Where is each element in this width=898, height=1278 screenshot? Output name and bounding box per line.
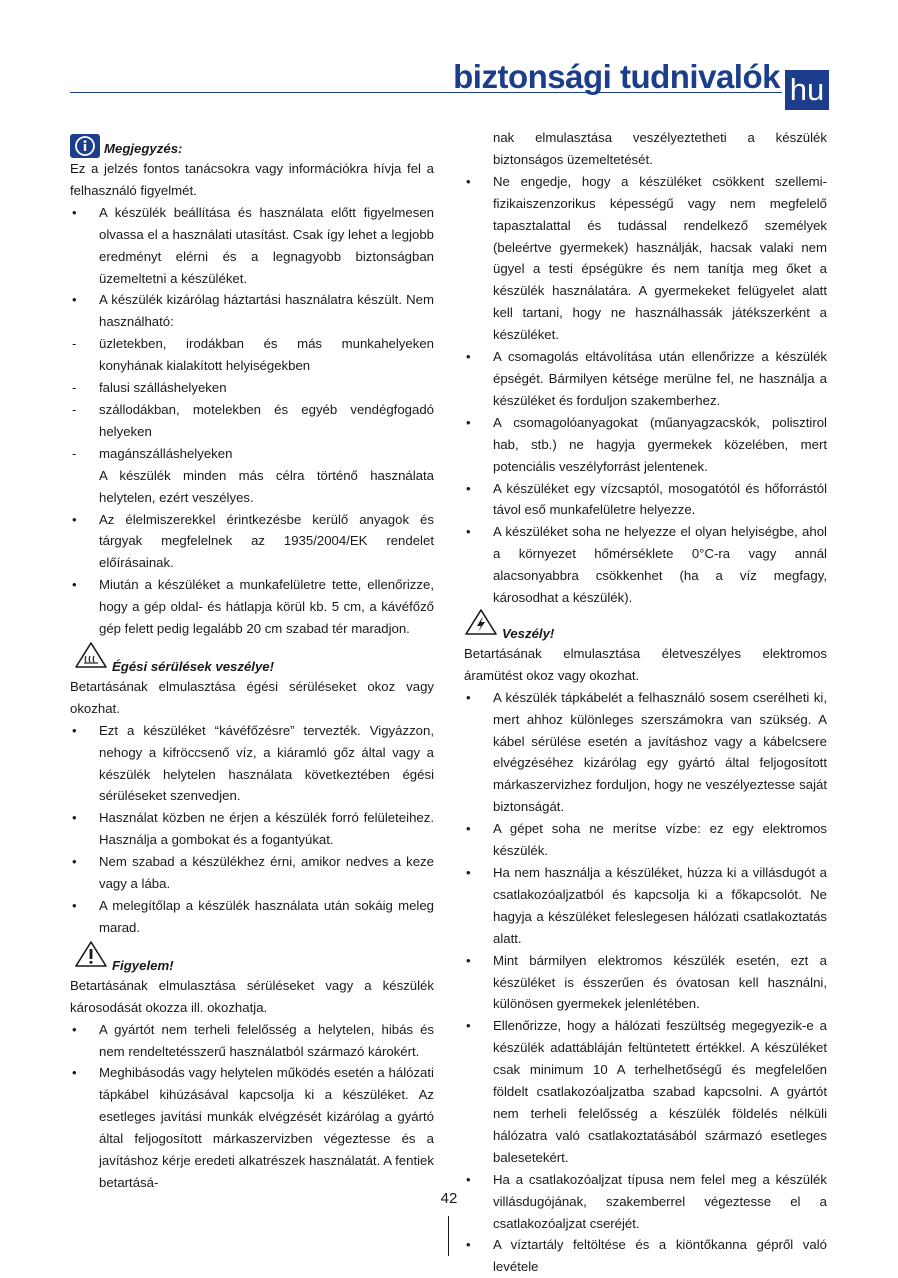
danger-heading	[464, 613, 827, 643]
danger-heading-label: Veszély!	[502, 625, 555, 641]
list-item: • Nem szabad a készülékhez érni, amikor nedves a keze vagy a lába.	[70, 851, 434, 895]
list-item: • Miután a készüléket a munkafelületre tette, ellenőrizze, hogy a gép oldal- és hátlapja körül kb. 5 cm, a kávéfőző gép felett pedig legalább 20 cm szabad tér maradjon.	[70, 574, 434, 640]
dash-item: - magánszálláshelyeken	[70, 443, 434, 465]
list-item: • Ha nem használja a készüléket, húzza ki a villásdugót a csatlakozóaljzatból és kapcsolja ki a főkapcsolót. Ne hagyja a készüléket feleslegesen hálózati csatlakoztatás alatt.	[464, 862, 827, 950]
caution-intro: Betartásának elmulasztása sérüléseket vagy a készülék károsodását okozza ill. okozhatja.	[70, 977, 434, 1015]
danger-intro: Betartásának elmulasztása életveszélyes elektromos áramütést okoz vagy okozhat.	[464, 645, 827, 683]
list-item: • A készülék kizárólag háztartási használatra készült. Nem használható:	[70, 289, 434, 333]
language-badge: hu	[785, 70, 829, 110]
note-heading	[70, 128, 434, 158]
list-item: • A csomagolás eltávolítása után ellenőrizze a készülék épségét. Bármilyen kétsége merülne fel, ne használja a készüléket és forduljon szakemberhez.	[464, 346, 827, 412]
electric-shock-icon	[464, 608, 498, 643]
list-item: • A gyártót nem terheli felelősség a helytelen, hibás és nem rendeltetésszerű használatból származó károkért.	[70, 1019, 434, 1063]
footer-rule	[448, 1216, 449, 1256]
dash-item: - üzletekben, irodákban és más munkahelyeken konyhának kialakított helyiségekben	[70, 333, 434, 377]
burn-heading	[74, 646, 434, 676]
list-item: • Az élelmiszerekkel érintkezésbe kerülő anyagok és tárgyak megfelelnek az 1935/2004/EK rendelet előírásainak.	[70, 509, 434, 575]
dash-item: - szállodákban, motelekben és egyéb vendégfogadó helyeken	[70, 399, 434, 443]
list-item: • A készüléket soha ne helyezze el olyan helyiségbe, ahol a környezet hőmérséklete 0°C-ra vagy annál alacsonyabbra csökkenhet (ha a víz megfagy, károsodhat a készülék).	[464, 521, 827, 609]
info-icon	[70, 134, 100, 158]
list-item: • Ne engedje, hogy a készüléket csökkent szellemi-fizikaiszenzorikus képességű vagy nem megfelelő tapasztalattal és tudással rendelkező személyek (beleértve gyermekek) használják, hacsak valaki nem ügyel a testi épségükre és nem tanítja meg őket a készülék használatára. A gyermekeket felügyelet alatt kell tartani, hogy ne használhassák játékszerként a készüléket.	[464, 171, 827, 346]
list-item: • A készülék tápkábelét a felhasználó sosem cserélheti ki, mert ahhoz különleges szerszámokra van szükség. A kábel sérülése esetén a javításhoz vagy a kábelcsere elvégzéséhez kizárólag egy gyártó által feljogosított márkaszervizhez forduljon, hogy ne veszélyeztesse saját biztonságát.	[464, 687, 827, 818]
dash-item: - falusi szálláshelyeken	[70, 377, 434, 399]
note-intro: Ez a jelzés fontos tanácsokra vagy információkra hívja fel a felhasználó figyelmét.	[70, 161, 434, 198]
right-column	[464, 127, 827, 1278]
note-heading-label: Megjegyzés:	[104, 141, 183, 156]
list-item: • A csomagolóanyagokat (műanyagzacskók, polisztirol hab, stb.) ne hagyja gyermekek közelében, mert potenciális veszélyforrást jelentenek.	[464, 412, 827, 478]
page-number: 42	[440, 1190, 458, 1207]
dash-item-continuation: A készülék minden más célra történő használata helytelen, ezért veszélyes.	[99, 467, 434, 505]
caution-heading-label: Figyelem!	[112, 957, 174, 973]
burn-heading-label: Égési sérülések veszélye!	[112, 658, 275, 674]
warning-icon	[74, 940, 108, 975]
left-column	[70, 128, 434, 1194]
list-item: • A melegítőlap a készülék használata után sokáig meleg marad.	[70, 895, 434, 939]
page-title: biztonsági tudnivalók	[453, 58, 780, 95]
list-item: • Ezt a készüléket “kávéfőzésre” tervezték. Vigyázzon, nehogy a kifröccsenő víz, a kiáramló gőz által vagy a készülék helytelen használata következtében égési sérüléseket szenvedjen.	[70, 720, 434, 808]
list-item: • Ellenőrizze, hogy a hálózati feszültség megegyezik-e a készülék adattábláján feltüntetett értékkel. A készüléket csak minimum 10 A terhelhetőségű és megfelelően földelt csatlakozóaljzatba szabad kapcsolni. A gyártót nem terheli felelősség a készülék földelés nélküli hálózatra való csatlakoztatásából származó esetleges balesetekért.	[464, 1015, 827, 1168]
hot-surface-icon	[74, 641, 108, 676]
list-item: • A gépet soha ne merítse vízbe: ez egy elektromos készülék.	[464, 818, 827, 862]
list-item: • Meghibásodás vagy helytelen működés esetén a hálózati tápkábel kihúzásával kapcsolja ki a készüléket. Az esetleges javítási munkák elvégzését kizárólag a gyártó által feljogosított márkaszervizben végeztesse és a javításhoz kérje eredeti alkatrészek használatát. A fentiek betartásá-	[70, 1062, 434, 1193]
list-item: • A készülék beállítása és használata előtt figyelmesen olvassa el a használati utasítást. Csak így lehet a legjobb eredményt elérni és a legnagyobb biztonságban üzemeltetni a készüléket.	[70, 202, 434, 290]
caution-heading	[74, 945, 434, 975]
burn-intro: Betartásának elmulasztása égési sérüléseket okoz vagy okozhat.	[70, 678, 434, 716]
continued-text: nak elmulasztása veszélyeztetheti a készülék biztonságos üzemeltetését.	[493, 130, 827, 167]
list-item: • Mint bármilyen elektromos készülék esetén, ezt a készüléket is ésszerűen és óvatosan kell használni, különösen gyermekek jelenlétében.	[464, 950, 827, 1016]
list-item: • A készüléket egy vízcsaptól, mosogatótól és hőforrástól távol eső munkafelületre helyezze.	[464, 478, 827, 522]
list-item: • Használat közben ne érjen a készülék forró felületeihez. Használja a gombokat és a fogantyúkat.	[70, 807, 434, 851]
list-item: • A víztartály feltöltése és a kiöntőkanna gépről való levétele	[464, 1234, 827, 1278]
list-item: • Ha a csatlakozóaljzat típusa nem felel meg a készülék villásdugójának, szakemberrel végeztesse el a csatlakozóaljzat cseréjét.	[464, 1169, 827, 1235]
